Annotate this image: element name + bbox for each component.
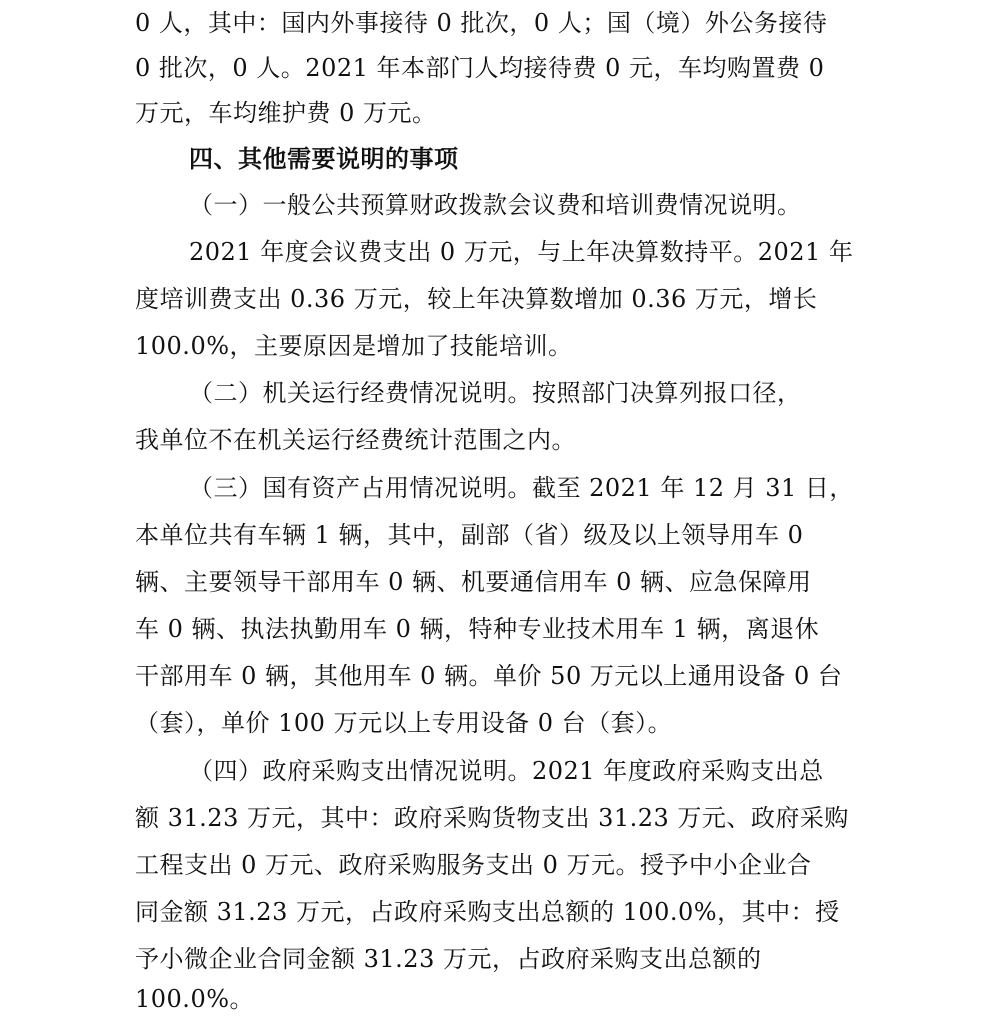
text-line: 我单位不在机关运行经费统计范围之内。	[135, 426, 576, 454]
text-line: 度培训费支出 0.36 万元，较上年决算数增加 0.36 万元，增长	[135, 285, 818, 313]
text-line: 万元，车均维护费 0 万元。	[135, 99, 437, 127]
subsection-heading: （二）机关运行经费情况说明。按照部门决算列报口径，	[189, 379, 802, 407]
text-line: （套），单价 100 万元以上专用设备 0 台（套）。	[135, 709, 673, 737]
text-line: 本单位共有车辆 1 辆，其中，副部（省）级及以上领导用车 0	[135, 521, 804, 549]
text-line: 工程支出 0 万元、政府采购服务支出 0 万元。授予中小企业合	[135, 851, 812, 879]
text-line: 100.0%，主要原因是增加了技能培训。	[135, 332, 573, 360]
text-line: 辆、主要领导干部用车 0 辆、机要通信用车 0 辆、应急保障用	[135, 568, 812, 596]
text-line: 额 31.23 万元，其中：政府采购货物支出 31.23 万元、政府采购	[135, 804, 849, 832]
section-heading: 四、其他需要说明的事项	[189, 145, 459, 173]
subsection-heading: （三）国有资产占用情况说明。截至 2021 年 12 月 31 日，	[189, 474, 854, 502]
subsection-heading: （一）一般公共预算财政拨款会议费和培训费情况说明。	[189, 191, 802, 219]
text-line: 2021 年度会议费支出 0 万元，与上年决算数持平。2021 年	[189, 238, 854, 266]
text-line: 干部用车 0 辆，其他用车 0 辆。单价 50 万元以上通用设备 0 台	[135, 662, 843, 690]
text-line: 0 批次，0 人。2021 年本部门人均接待费 0 元，车均购置费 0	[135, 54, 825, 82]
text-line: 100.0%。	[135, 985, 255, 1013]
text-line: 车 0 辆、执法执勤用车 0 辆，特种专业技术用车 1 辆，离退休	[135, 615, 820, 643]
text-line: 同金额 31.23 万元，占政府采购支出总额的 100.0%，其中：授	[135, 898, 840, 926]
text-line: 予小微企业合同金额 31.23 万元，占政府采购支出总额的	[135, 945, 762, 973]
text-line: 0 人，其中：国内外事接待 0 批次，0 人；国（境）外公务接待	[135, 9, 828, 37]
subsection-heading: （四）政府采购支出情况说明。2021 年度政府采购支出总	[189, 757, 824, 785]
